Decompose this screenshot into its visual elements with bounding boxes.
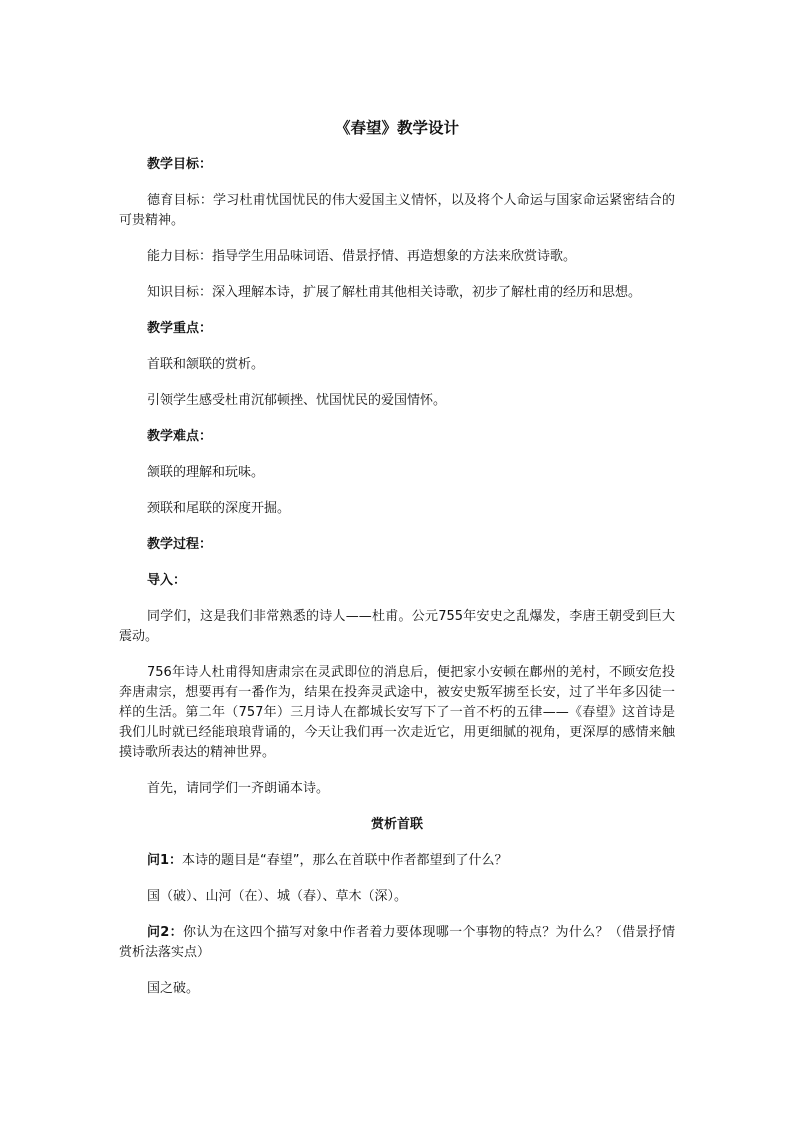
objective-moral-label: 德育目标：: [147, 193, 214, 208]
question-2-label: 问2：: [147, 925, 183, 940]
question-1-label: 问1：: [147, 853, 183, 868]
key-point-1: 首联和颔联的赏析。: [147, 357, 265, 372]
difficulty-1: 颔联的理解和玩味。: [147, 465, 265, 480]
objective-ability-text: 指导学生用品味词语、借景抒情、再造想象的方法来欣赏诗歌。: [212, 249, 577, 264]
difficulties-heading: 教学难点：: [147, 429, 213, 444]
document-body: [119, 116, 675, 1015]
objective-knowledge: [119, 283, 675, 303]
question-1-text: 本诗的题目是“春望”，那么在首联中作者都望到了什么？: [182, 853, 508, 868]
intro-paragraph-2: 756年诗人杜甫得知唐肃宗在灵武即位的消息后，便把家小安顿在鄜州的羌村，不顾安危投奔唐肃宗，想要再有一番作为，结果在投奔灵武途中，被安史叛军掳至长安，过了半年多囚徒一样的生活。第二年（757年）三月诗人在都城长安写下了一首不朽的五律——《春望》这首诗是我们儿时就已经能琅琅背诵的，今天让我们再一次走近它，用更细腻的视角，更深厚的感情来触摸诗歌所表达的精神世界。: [119, 665, 675, 760]
process-heading: 教学过程：: [147, 537, 213, 552]
objective-knowledge-text: 深入理解本诗，扩展了解杜甫其他相关诗歌，初步了解杜甫的经历和思想。: [212, 285, 642, 300]
document-title: 《春望》教学设计: [334, 119, 459, 137]
intro-heading: 导入：: [147, 573, 187, 588]
question-2-text: 你认为在这四个描写对象中作者着力要体现哪一个事物的特点？为什么？（借景抒情赏析法落实点）: [119, 925, 675, 960]
objective-ability-label: 能力目标：: [147, 249, 213, 264]
objective-ability: [119, 247, 675, 267]
difficulty-2: 颈联和尾联的深度开掘。: [147, 501, 291, 516]
objective-moral: [119, 191, 675, 231]
question-2: [119, 923, 675, 963]
question-1-answer: 国（破）、山河（在）、城（春）、草木（深）。: [147, 889, 408, 904]
question-2-answer: 国之破。: [147, 981, 200, 996]
intro-paragraph-3: 首先，请同学们一齐朗诵本诗。: [147, 781, 330, 796]
objective-moral-text: 学习杜甫忧国忧民的伟大爱国主义情怀，以及将个人命运与国家命运紧密结合的可贵精神。: [119, 193, 675, 228]
question-1: [119, 851, 675, 871]
objectives-heading: 教学目标：: [147, 157, 213, 172]
key-point-2: 引领学生感受杜甫沉郁顿挫、忧国忧民的爱国情怀。: [147, 393, 447, 408]
intro-paragraph-1: 同学们，这是我们非常熟悉的诗人——杜甫。公元755年安史之乱爆发，李唐王朝受到巨大震动。: [119, 609, 675, 644]
objective-knowledge-label: 知识目标：: [147, 285, 213, 300]
key-points-heading: 教学重点：: [147, 321, 213, 336]
section-heading: 赏析首联: [370, 817, 423, 832]
